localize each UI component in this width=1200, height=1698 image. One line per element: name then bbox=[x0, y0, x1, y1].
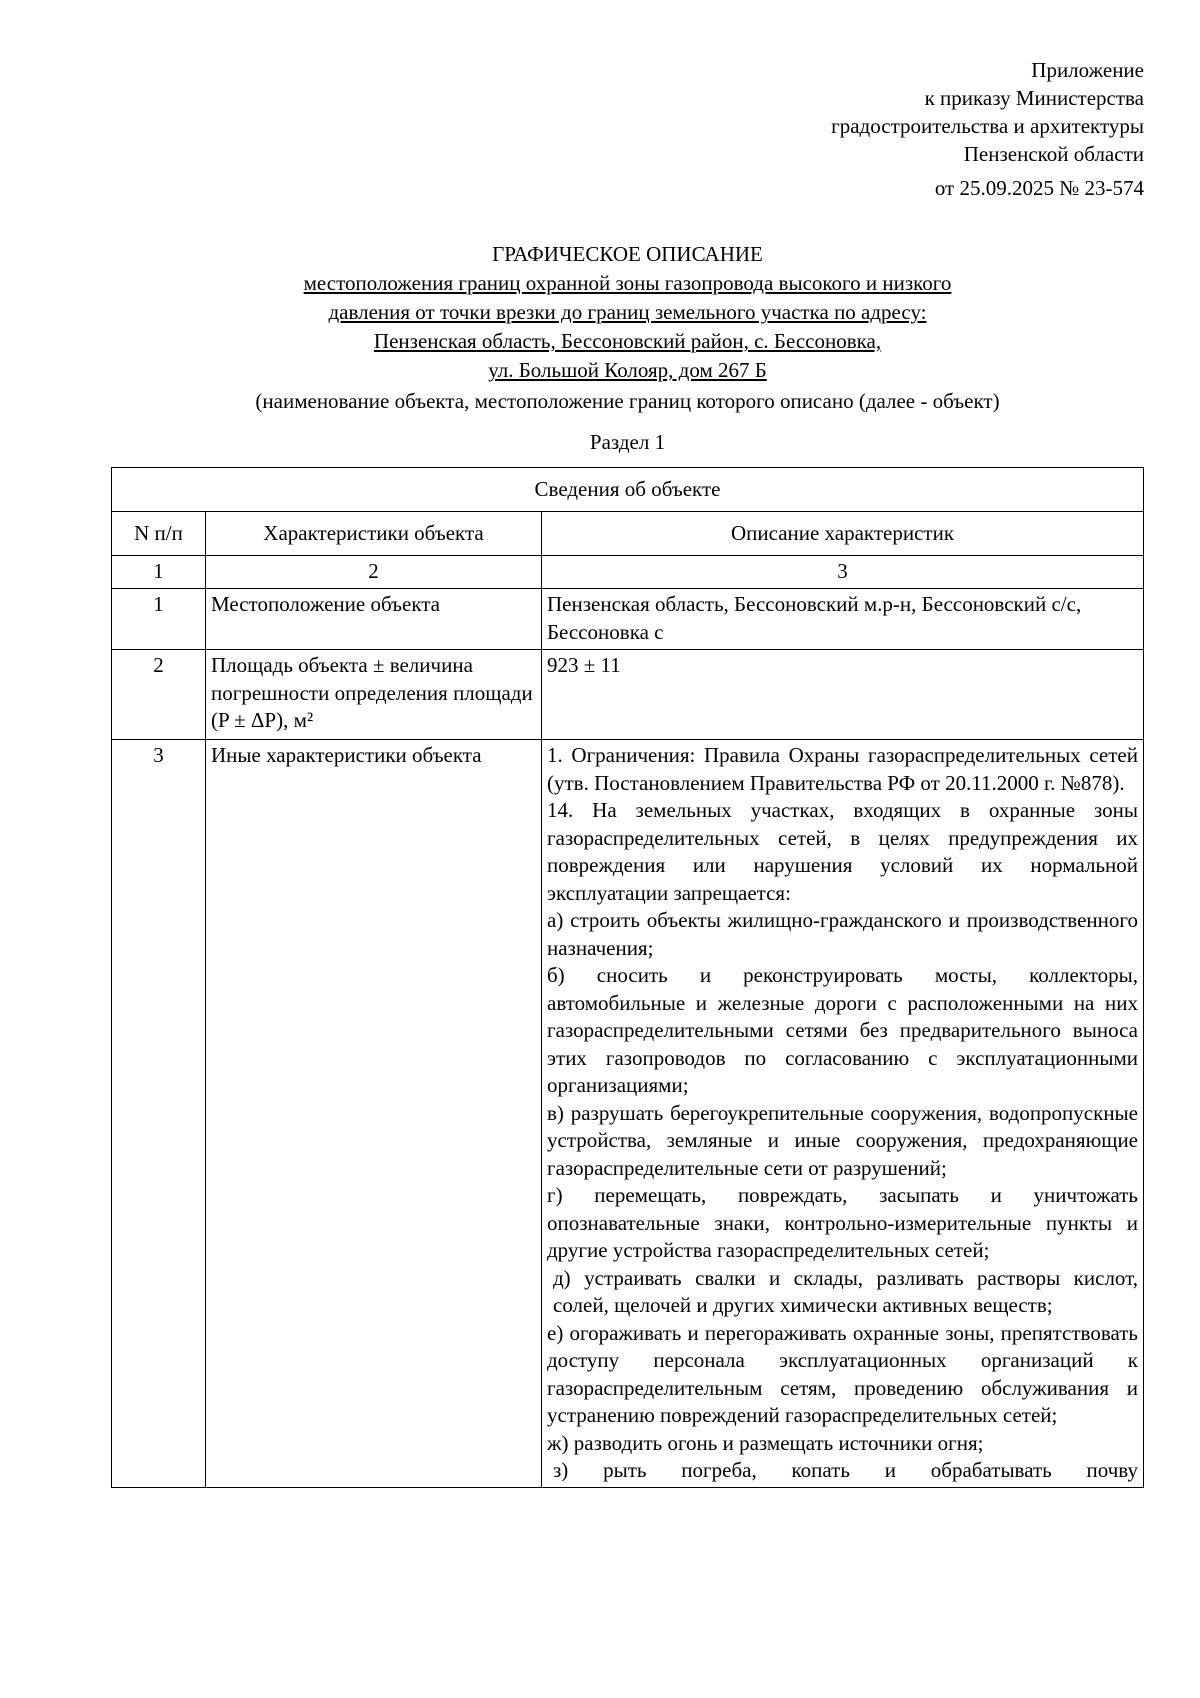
row-number: 3 bbox=[112, 740, 206, 1488]
row-value: Пензенская область, Бессоновский м.р-н, Бессоновский с/с, Бессоновка с bbox=[542, 589, 1144, 650]
paragraph: 1. Ограничения: Правила Охраны газораспределительных сетей (утв. Постановлением Правительства РФ от 20.11.2000 г. №878). bbox=[547, 743, 1138, 795]
object-caption: (наименование объекта, местоположение границ которого описано (далее - объект) bbox=[255, 389, 1000, 413]
paragraph: з) рыть погреба, копать и обрабатывать почву bbox=[553, 1458, 1138, 1482]
approval-line: Пензенской области bbox=[963, 142, 1144, 166]
header-characteristic: Характеристики объекта bbox=[206, 512, 542, 556]
column-number: 3 bbox=[542, 556, 1144, 589]
row-number: 2 bbox=[112, 650, 206, 740]
paragraph: ж) разводить огонь и размещать источники огня; bbox=[547, 1430, 984, 1455]
table-caption: Сведения об объекте bbox=[112, 468, 1144, 512]
approval-line: градостроительства и архитектуры bbox=[831, 114, 1144, 138]
approval-date: от 25.09.2025 № 23-574 bbox=[934, 176, 1144, 200]
paragraph: в) разрушать берегоукрепительные сооружения, водопропускные устройства, земляные и иные сооружения, предохраняющие газораспределительные сети от разрушений; bbox=[547, 1100, 1138, 1180]
paragraph: г) перемещать, повреждать, засыпать и уничтожать опознавательные знаки, контрольно-измерительные пункты и другие устройства газораспределительных сетей; bbox=[547, 1183, 1138, 1262]
object-name-line: местоположения границ охранной зоны газопровода высокого и низкого bbox=[303, 271, 952, 295]
approval-line: к приказу Министерства bbox=[924, 86, 1144, 110]
row-value: 923 ± 11 bbox=[542, 650, 1144, 740]
approval-block bbox=[831, 56, 1144, 202]
table-row bbox=[112, 740, 1144, 1488]
header-description: Описание характеристик bbox=[542, 512, 1144, 556]
section-label: Раздел 1 bbox=[589, 430, 666, 454]
paragraph: е) огораживать и перегораживать охранные зоны, препятствовать доступу персонала эксплуатационных организаций к газораспределительным сетям, проведению обслуживания и устранению повреждений газораспределительных сетей; bbox=[547, 1320, 1138, 1427]
object-name-line: давления от точки врезки до границ земельного участка по адресу: bbox=[328, 300, 927, 324]
paragraph: д) устраивать свалки и склады, разливать растворы кислот, солей, щелочей и других химически активных веществ; bbox=[553, 1265, 1138, 1317]
object-info-table bbox=[111, 467, 1144, 1488]
object-name-line: Пензенская область, Бессоновский район, с. Бессоновка, bbox=[373, 329, 882, 353]
column-number: 1 bbox=[112, 556, 206, 589]
object-name-line: ул. Большой Колояр, дом 267 Б bbox=[488, 358, 767, 382]
table-row bbox=[112, 650, 1144, 740]
row-name: Иные характеристики объекта bbox=[206, 740, 542, 1488]
paragraph: 14. На земельных участках, входящих в охранные зоны газораспределительных сетей, в целях предупреждения их повреждения или нарушения условий их нормальной эксплуатации запрещается: bbox=[547, 798, 1138, 905]
title-block bbox=[111, 240, 1144, 457]
table-row bbox=[112, 589, 1144, 650]
header-number: N п/п bbox=[112, 512, 206, 556]
document-title: ГРАФИЧЕСКОЕ ОПИСАНИЕ bbox=[492, 242, 763, 266]
approval-line: Приложение bbox=[1031, 58, 1144, 82]
row-value bbox=[542, 740, 1144, 1488]
column-number: 2 bbox=[206, 556, 542, 589]
paragraph: а) строить объекты жилищно-гражданского и производственного назначения; bbox=[547, 908, 1138, 960]
row-name: Площадь объекта ± величина погрешности определения площади (P ± ΔP), м² bbox=[206, 650, 542, 740]
row-name: Местоположение объекта bbox=[206, 589, 542, 650]
row-number: 1 bbox=[112, 589, 206, 650]
paragraph: б) сносить и реконструировать мосты, коллекторы, автомобильные и железные дороги с расположенными на них газораспределительными сетями без предварительного выноса этих газопроводов по согласованию с эксплуатационными организациями; bbox=[547, 963, 1138, 1097]
